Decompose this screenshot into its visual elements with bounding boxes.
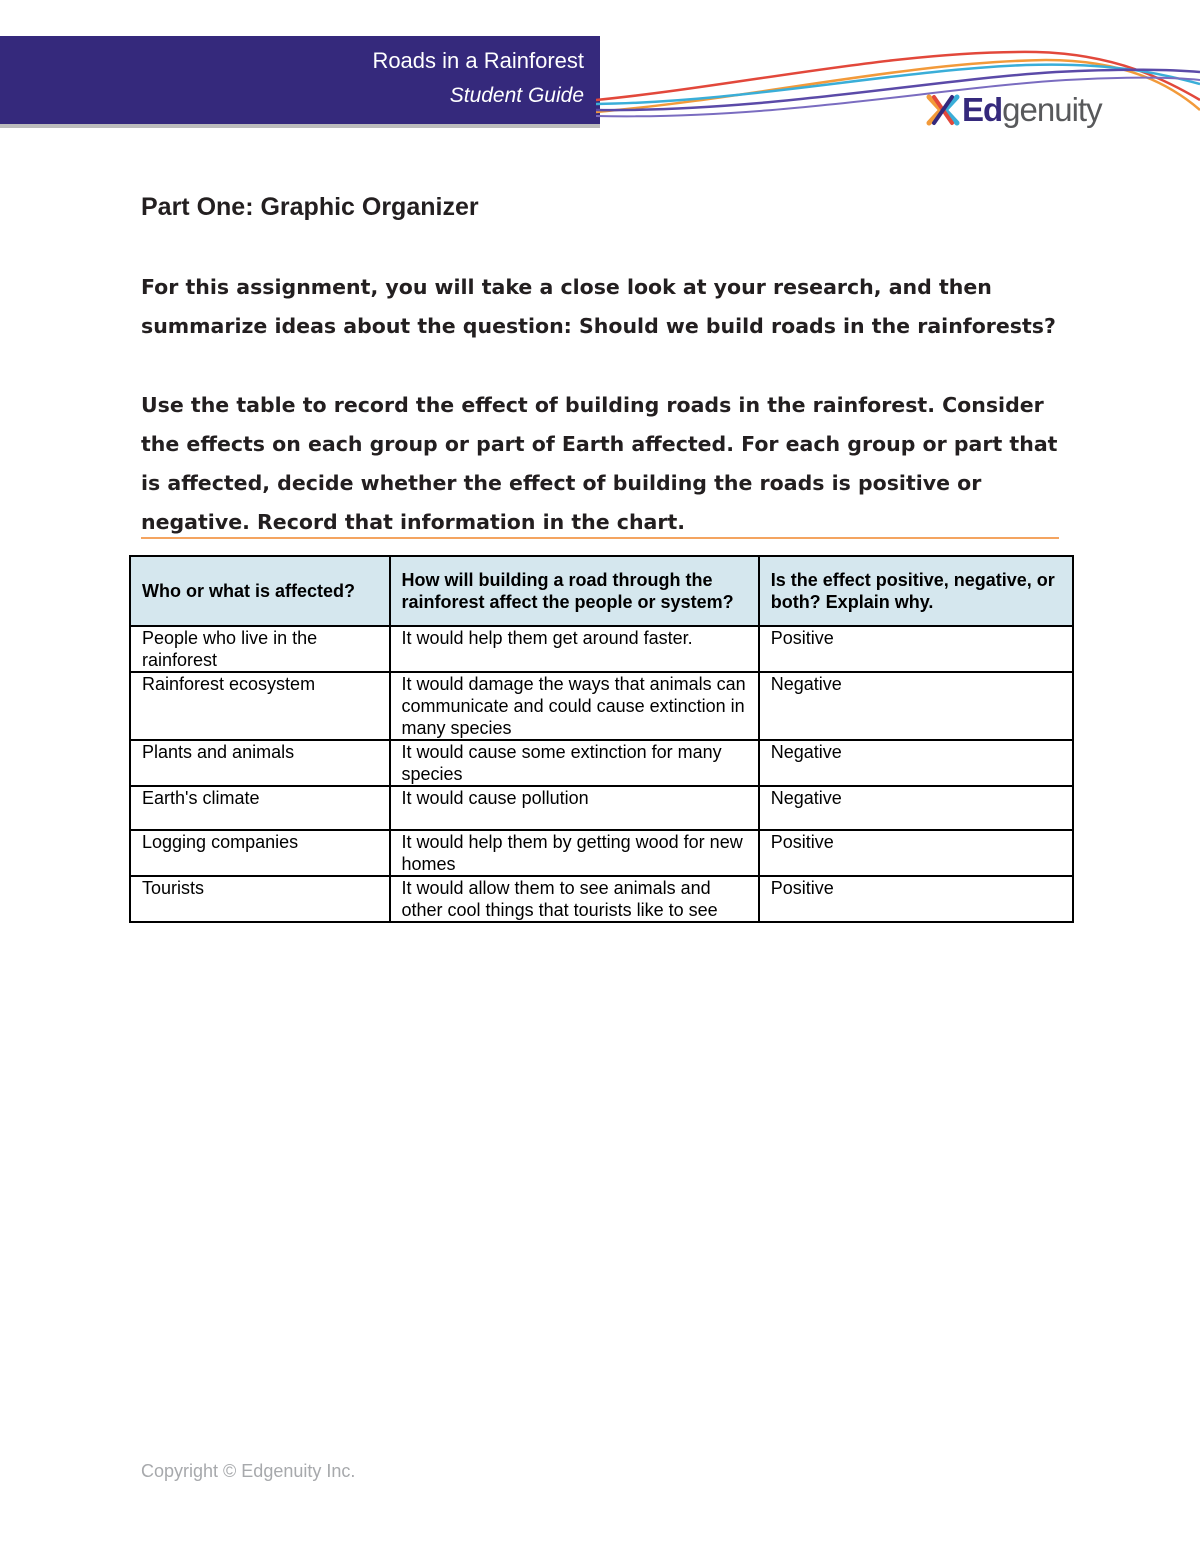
document-title: Roads in a Rainforest	[372, 48, 584, 73]
divider-rule	[141, 537, 1059, 539]
graphic-organizer-table	[129, 555, 1074, 923]
cell-how[interactable]: It would allow them to see animals and other cool things that tourists like to see	[390, 876, 759, 922]
edgenuity-logo	[926, 90, 1102, 130]
table-row	[130, 626, 1073, 672]
table-header-row	[130, 556, 1073, 626]
cell-how[interactable]: It would damage the ways that animals can communicate and could cause extinction in many species	[390, 672, 759, 740]
copyright-footer: Copyright © Edgenuity Inc.	[141, 1461, 356, 1481]
cell-effect[interactable]: Positive	[759, 830, 1073, 876]
cell-effect[interactable]: Positive	[759, 876, 1073, 922]
document-subtitle: Student Guide	[449, 84, 584, 107]
header-band	[0, 36, 600, 124]
cell-how[interactable]: It would cause pollution	[390, 786, 759, 830]
cell-affected[interactable]: Rainforest ecosystem	[130, 672, 390, 740]
cell-how[interactable]: It would help them get around faster.	[390, 626, 759, 672]
edgenuity-x-icon	[926, 93, 960, 127]
header-who-affected: Who or what is affected?	[130, 556, 390, 626]
table-row	[130, 672, 1073, 740]
cell-effect[interactable]: Negative	[759, 786, 1073, 830]
cell-effect[interactable]: Negative	[759, 672, 1073, 740]
header-how-affected: How will building a road through the rainforest affect the people or system?	[390, 556, 759, 626]
intro-paragraph-instructions: Use the table to record the effect of building roads in the rainforest. Consider the effects on each group or part of Earth affected. For each group or part that is affected, decide whether the effect of building the roads is positive or negative. Record that information in the chart.	[141, 393, 1058, 534]
cell-how[interactable]: It would help them by getting wood for new homes	[390, 830, 759, 876]
section-heading: Part One: Graphic Organizer	[141, 193, 479, 221]
cell-affected[interactable]: Earth's climate	[130, 786, 390, 830]
table-row	[130, 786, 1073, 830]
decorative-swoosh-lines	[596, 40, 1200, 130]
cell-effect[interactable]: Negative	[759, 740, 1073, 786]
logo-wordmark: Edgenuity	[962, 91, 1102, 128]
cell-effect[interactable]: Positive	[759, 626, 1073, 672]
cell-affected[interactable]: Tourists	[130, 876, 390, 922]
header-effect: Is the effect positive, negative, or both? Explain why.	[759, 556, 1073, 626]
swoosh-line-purple-2	[596, 78, 1200, 117]
cell-how[interactable]: It would cause some extinction for many species	[390, 740, 759, 786]
cell-affected[interactable]: Logging companies	[130, 830, 390, 876]
cell-affected[interactable]: People who live in the rainforest	[130, 626, 390, 672]
table-row	[130, 830, 1073, 876]
intro-paragraph-assignment: For this assignment, you will take a close look at your research, and then summarize ideas about the question: Should we build roads in the rainforests?	[141, 275, 1056, 338]
cell-affected[interactable]: Plants and animals	[130, 740, 390, 786]
table-row	[130, 876, 1073, 922]
table-row	[130, 740, 1073, 786]
